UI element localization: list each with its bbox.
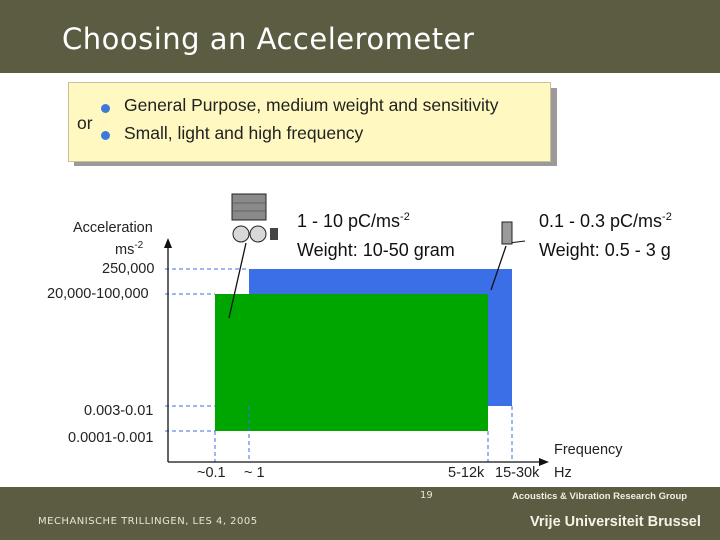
x-tick-15-30k: 15-30k xyxy=(495,465,540,481)
general-purpose-accelerometer-icon xyxy=(232,194,278,242)
general-purpose-range-area xyxy=(215,294,488,431)
y-axis-label: Acceleration xyxy=(73,220,153,236)
page-number: 19 xyxy=(420,490,433,501)
x-axis-label: Frequency xyxy=(554,442,623,458)
y-axis-arrow xyxy=(164,238,172,248)
general-purpose-sensitivity: 1 - 10 $pC/ms^{-2}$ xyxy=(297,211,410,231)
y-tick-20000-100000: 20,000-100,000 xyxy=(47,286,149,302)
footer-university: Vrije Universiteit Brussel xyxy=(530,514,701,530)
x-tick-01: ~0.1 xyxy=(197,465,226,481)
y-tick-0003-001: 0.003-0.01 xyxy=(84,403,154,419)
x-tick-1: ~ 1 xyxy=(244,465,265,481)
small-light-weight: Weight: 0.5 - 3 g xyxy=(539,240,671,260)
note-or-label: or xyxy=(77,113,93,133)
x-axis-arrow xyxy=(539,458,549,466)
footer-group: Acoustics & Vibration Research Group xyxy=(512,491,688,502)
general-purpose-weight: Weight: 10-50 gram xyxy=(297,240,455,260)
y-tick-00001-0001: 0.0001-0.001 xyxy=(68,430,154,446)
small-light-sensitivity: 0.1 - 0.3 $pC/ms^{-2}$ xyxy=(539,211,672,231)
y-axis-unit: $ms^{-2}$ xyxy=(115,240,144,258)
x-tick-5-12k: 5-12k xyxy=(448,465,485,481)
small-light-accelerometer-icon xyxy=(502,222,512,244)
footer-course: MECHANISCHE TRILLINGEN, LES 4, 2005 xyxy=(38,516,258,527)
y-tick-250000: 250,000 xyxy=(102,261,155,277)
slide-title: Choosing an Accelerometer xyxy=(62,22,475,56)
x-axis-unit: Hz xyxy=(554,465,572,481)
note-item-general-purpose: General Purpose, medium weight and sensitivity xyxy=(124,95,499,115)
note-item-small-light: Small, light and high frequency xyxy=(124,123,364,143)
